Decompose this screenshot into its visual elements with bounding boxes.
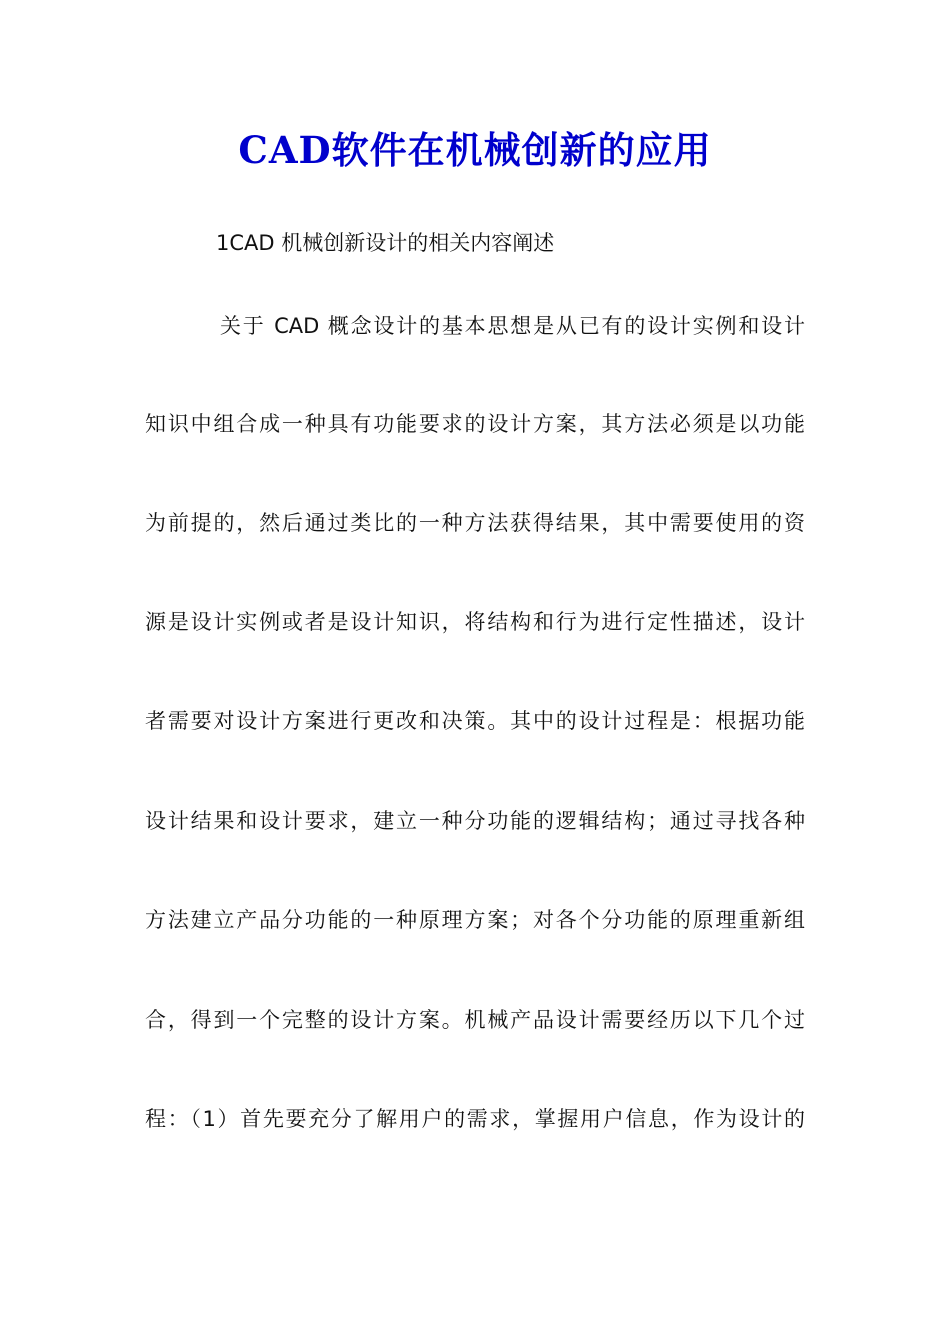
paragraph-line: 为前提的，然后通过类比的一种方法获得结果，其中需要使用的资 [145,511,805,535]
paragraph-line: 源是设计实例或者是设计知识，将结构和行为进行定性描述，设计 [145,610,805,634]
paragraph-line: 者需要对设计方案进行更改和决策。其中的设计过程是：根据功能 [145,709,805,733]
section-heading: 1CAD 机械创新设计的相关内容阐述 [216,231,555,255]
paragraph-line: 设计结果和设计要求，建立一种分功能的逻辑结构；通过寻找各种 [145,809,805,833]
paragraph-line: 关于 CAD 概念设计的基本思想是从已有的设计实例和设计 [220,314,805,338]
paragraph-line: 程：（1）首先要充分了解用户的需求，掌握用户信息，作为设计的 [145,1107,805,1131]
paragraph-line: 知识中组合成一种具有功能要求的设计方案，其方法必须是以功能 [145,412,805,436]
paragraph-line: 方法建立产品分功能的一种原理方案；对各个分功能的原理重新组 [145,908,805,932]
paragraph-line: 合，得到一个完整的设计方案。机械产品设计需要经历以下几个过 [145,1008,805,1032]
document-title: CAD软件在机械创新的应用 [238,128,712,172]
